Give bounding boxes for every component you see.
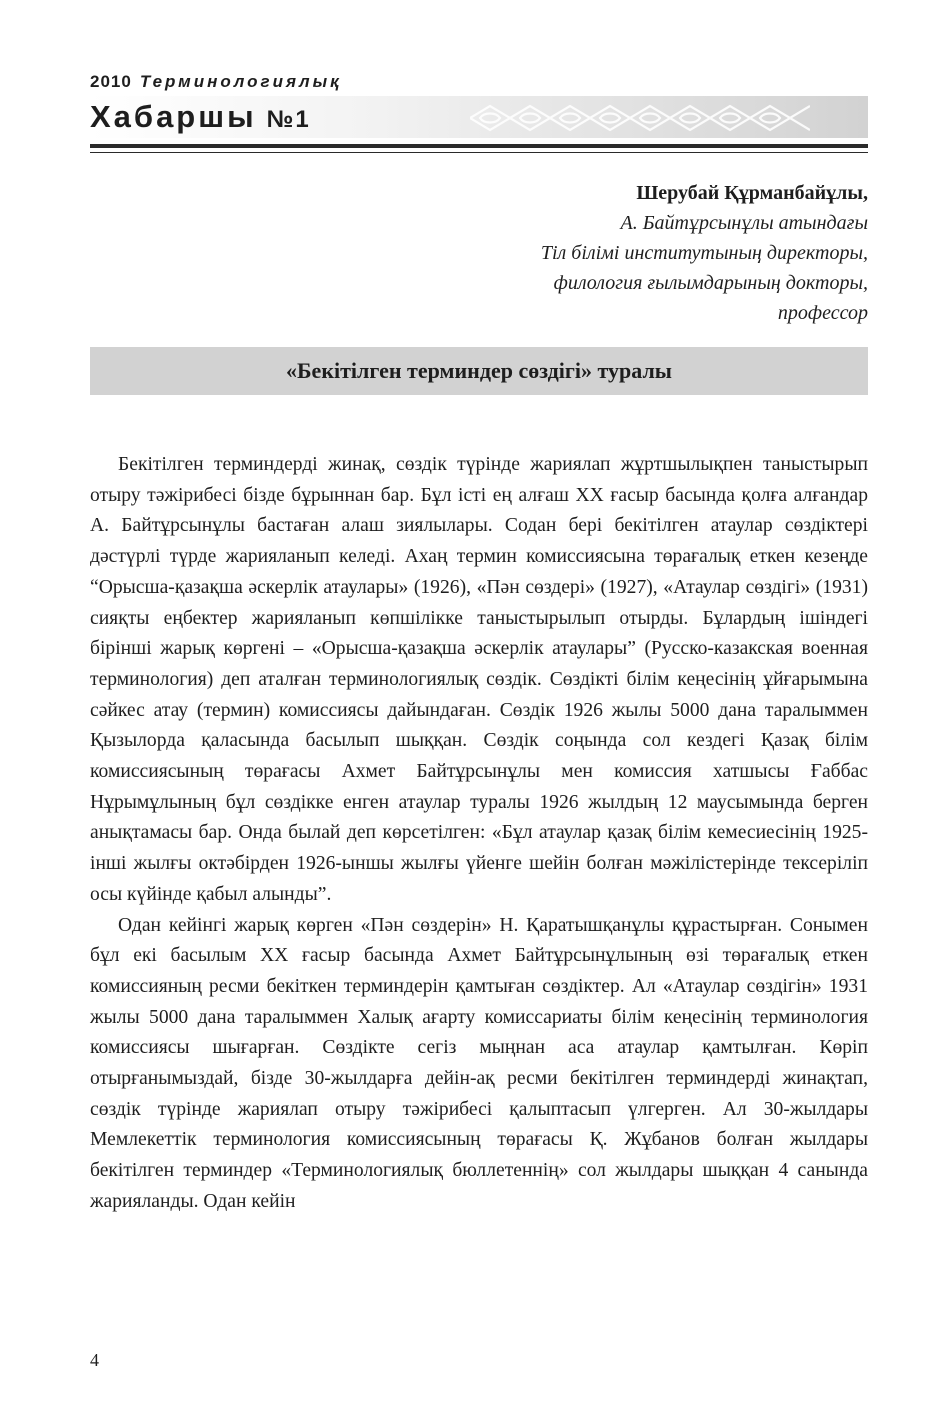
header-journal-name: Хабаршы [90, 99, 257, 134]
header-issue: №1 [266, 106, 311, 133]
author-degree-line: филология ғылымдарының докторы, [553, 272, 868, 294]
author-name: Шерубай Құрманбайұлы, [636, 182, 868, 204]
author-affiliation-line: А. Байтұрсынұлы атындағы [620, 212, 868, 234]
page-number: 4 [90, 1350, 99, 1370]
header-series: Терминологиялық [139, 72, 342, 91]
article-body [90, 450, 868, 1218]
author-affiliation-line: Тіл білімі институтының директоры, [540, 242, 868, 264]
header-top-line [90, 72, 342, 92]
ornament-pattern-icon [470, 102, 810, 134]
header-rule-thick [90, 144, 868, 148]
header-journal-line [90, 99, 311, 135]
article-title-band [90, 347, 868, 395]
header-year: 2010 [90, 72, 132, 91]
author-title-line: профессор [777, 302, 868, 324]
header-rule-thin [90, 152, 868, 153]
article-title: «Бекітілген терминдер сөздігі» туралы [286, 358, 672, 383]
author-block [308, 178, 868, 328]
paragraph: Бекітілген терминдерді жинақ, сөздік түрінде жариялап жұртшылықпен таныстырып отыру тәжірибесі бізде бұрыннан бар. Бұл істі ең алғаш XX ғасыр басында қолға алғандар А. Байтұрсынұлы бастаған алаш зиялылары. Содан бері бекітілген атаулар сөздіктері дәстүрлі түрде жарияланып келеді. Ахаң термин комиссиясына төрағалық еткен кезеңде “Орысша-қазақша әскерлік атаулары» (1926), «Пән сөздері» (1927), «Атаулар сөздігі» (1931) сияқты еңбектер жарияланып көпшілікке таныстырылып отырды. Бұлардың ішіндегі бірінші жарық көргені – «Орысша-қазақша әскерлік атаулары” (Русско-казакская военная терминология) деп аталған терминологиялық сөздік. Сөздікті білім кеңесінің ұйғарымына сәйкес атау (термин) комиссиясы дайындаған. Сөздік 1926 жылы 5000 дана таралыммен Қызылорда қаласында басылып шыққан. Сөздік соңында сол кездегі Қазақ білім комиссиясының төрағасы Ахмет Байтұрсынұлы мен комиссия хатшысы Ғаббас Нұрымұлының бұл сөздікке енген атаулар туралы 1926 жылдың 12 маусымында берген анықтамасы бар. Онда былай деп көрсетілген: «Бұл атаулар қазақ білім кемесиесінің 1925-інші жылғы октәбірден 1926-ыншы жылғы үйенге шейін болған мәжілістерінде тексеріліп осы күйінде қабыл алынды”. [90, 454, 868, 905]
journal-header [90, 72, 868, 162]
paragraph: Одан кейінгі жарық көрген «Пән сөздерін» Н. Қаратышқанұлы құрастырған. Сонымен бұл екі басылым XX ғасыр басында Ахмет Байтұрсынұлының өзі төрағалық еткен комиссияның ресми бекіткен терминдерін қамтыған сөздіктер. Ал «Атаулар сөздігін» 1931 жылы 5000 дана таралыммен Халық ағарту комиссариаты білім кеңесінің терминология комиссиясы шығарған. Сөздікте сегіз мыңнан аса атаулар қамтылған. Көріп отырғанымыздай, бізде 30-жылдарға дейін-ақ ресми бекітілген терминдерді жинақтап, сөздік түрінде жариялап отыру тәжірибесі қалыптасып үлгерген. Ал 30-жылдары Мемлекеттік терминология комиссиясының төрағасы Қ. Жұбанов болған жылдары бекітілген терминдер «Терминологиялық бюллетеннің» сол жылдары шыққан 4 санында жарияланды. Одан кейін [90, 914, 868, 1212]
